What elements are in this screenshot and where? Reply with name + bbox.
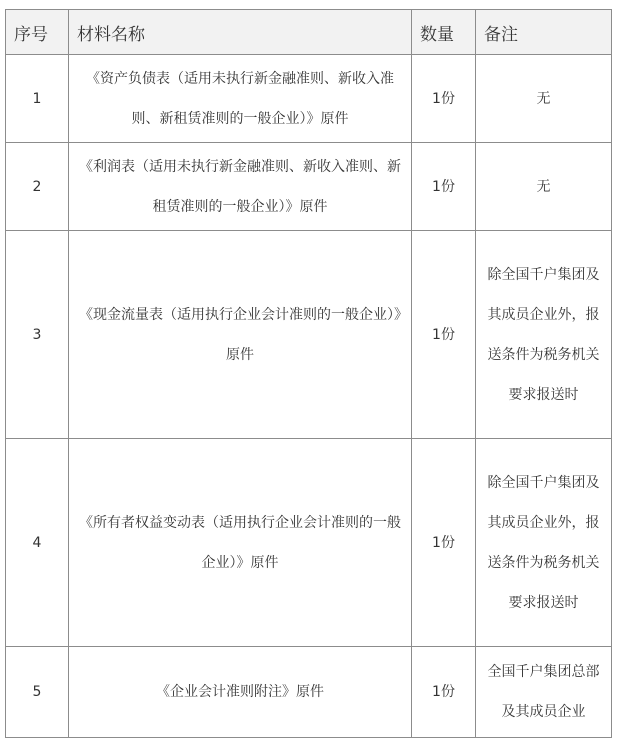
cell-name: 《利润表（适用未执行新金融准则、新收入准则、新租赁准则的一般企业）》原件: [69, 143, 412, 231]
cell-name: 《所有者权益变动表（适用执行企业会计准则的一般企业）》原件: [69, 439, 412, 647]
header-no: 序号: [6, 10, 69, 55]
cell-name: 《企业会计准则附注》原件: [69, 647, 412, 738]
table-row: [6, 231, 612, 439]
table-row: [6, 647, 612, 738]
header-qty: 数量: [412, 10, 476, 55]
cell-note: 除全国千户集团及其成员企业外，报送条件为税务机关要求报送时: [476, 439, 612, 647]
cell-no: 2: [6, 143, 69, 231]
cell-qty: 1份: [412, 55, 476, 143]
cell-no: 3: [6, 231, 69, 439]
cell-qty: 1份: [412, 439, 476, 647]
table-row: [6, 439, 612, 647]
header-row: [6, 10, 612, 55]
cell-no: 4: [6, 439, 69, 647]
table-row: [6, 55, 612, 143]
cell-name: 《资产负债表（适用未执行新金融准则、新收入准则、新租赁准则的一般企业）》原件: [69, 55, 412, 143]
cell-note: 无: [476, 143, 612, 231]
cell-qty: 1份: [412, 231, 476, 439]
table-row: [6, 143, 612, 231]
cell-note: 无: [476, 55, 612, 143]
cell-qty: 1份: [412, 647, 476, 738]
header-name: 材料名称: [69, 10, 412, 55]
cell-no: 1: [6, 55, 69, 143]
cell-note: 除全国千户集团及其成员企业外，报送条件为税务机关要求报送时: [476, 231, 612, 439]
header-note: 备注: [476, 10, 612, 55]
cell-note: 全国千户集团总部及其成员企业: [476, 647, 612, 738]
cell-name: 《现金流量表（适用执行企业会计准则的一般企业）》原件: [69, 231, 412, 439]
cell-no: 5: [6, 647, 69, 738]
cell-qty: 1份: [412, 143, 476, 231]
materials-table: [5, 9, 612, 738]
